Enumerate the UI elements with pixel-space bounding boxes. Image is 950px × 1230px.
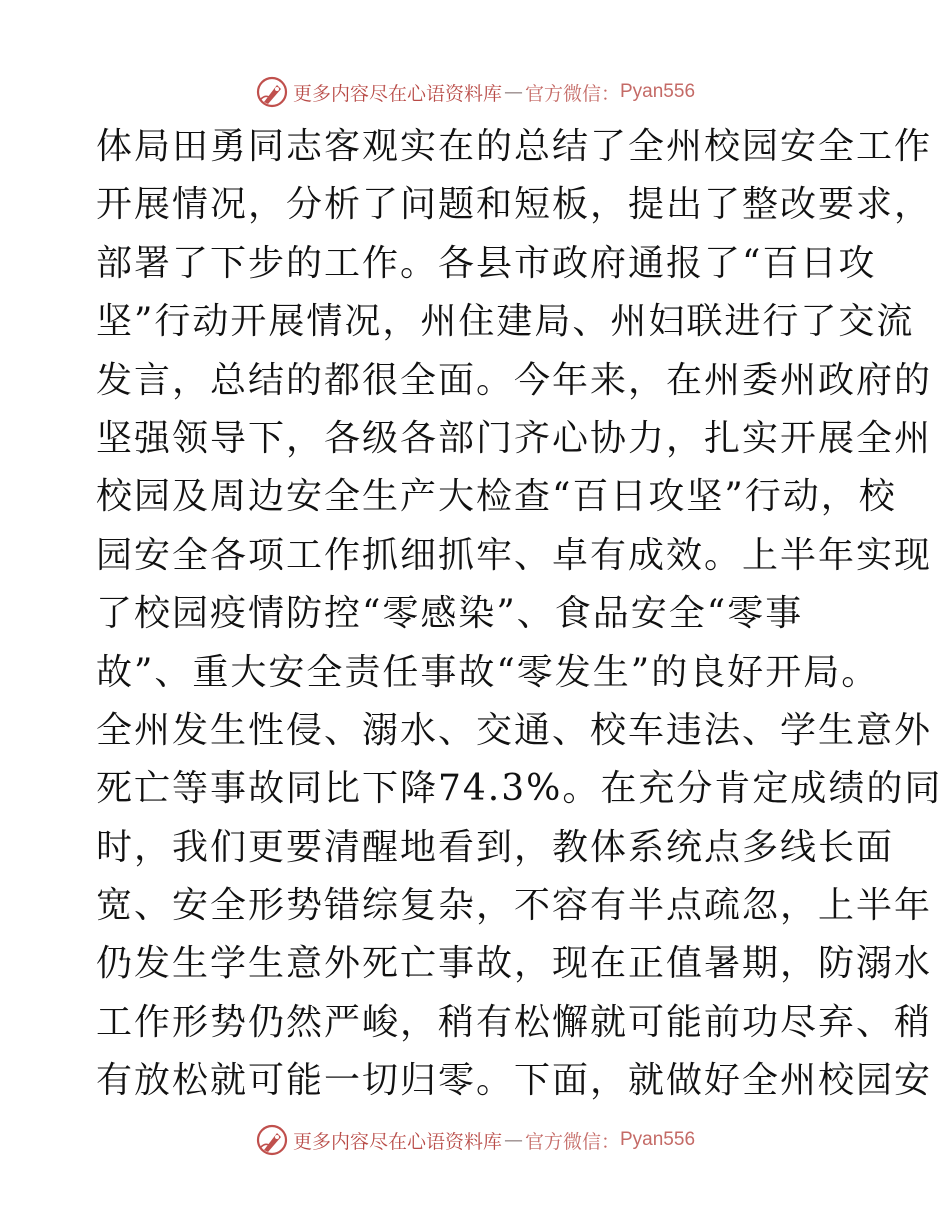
banner-text: 更多内容尽在心语资料库: [292, 82, 502, 105]
text-line: 坚强领导下，各级各部门齐心协力，扎实开展全州: [96, 417, 933, 459]
text-line: 有放松就可能一切归零。下面，就做好全州校园安: [96, 1060, 933, 1102]
pen-nib-logo-icon: [255, 75, 289, 109]
banner-separator: —: [503, 81, 523, 103]
document-body: [96, 118, 943, 1111]
banner-separator: —: [503, 1129, 523, 1151]
header-banner: [0, 72, 950, 112]
pen-nib-logo-icon: [255, 1123, 289, 1157]
banner-wechat-label: 官方微信：: [524, 82, 620, 105]
text-line: 园安全各项工作抓细抓牢、卓有成效。上半年实现: [96, 534, 933, 576]
text-line: 部署了下步的工作。各县市政府通报了“百日攻: [96, 242, 877, 284]
text-line: 宽、安全形势错综复杂，不容有半点疏忽，上半年: [96, 885, 933, 927]
banner-wechat-id: Pyan556: [620, 1129, 696, 1150]
text-line: 故”、重大安全责任事故“零发生”的良好开局。: [96, 651, 880, 693]
text-line: 开展情况，分析了问题和短板，提出了整改要求，: [96, 184, 933, 226]
text-line: 校园及周边安全生产大检查“百日攻坚”行动，校: [96, 476, 897, 518]
text-line: 全州发生性侵、溺水、交通、校车违法、学生意外: [96, 709, 933, 751]
text-line: 仍发生学生意外死亡事故，现在正值暑期，防溺水: [96, 943, 933, 985]
text-line: 工作形势仍然严峻，稍有松懈就可能前功尽弃、稍: [96, 1001, 933, 1043]
text-line: 体局田勇同志客观实在的总结了全州校园安全工作: [96, 126, 933, 167]
text-line: 时，我们更要清醒地看到，教体系统点多线长面: [96, 826, 895, 868]
banner-text: 更多内容尽在心语资料库: [292, 1130, 502, 1153]
text-line: 死亡等事故同比下降74.3%。在充分肯定成绩的同: [96, 768, 943, 810]
text-line: 坚”行动开展情况，州住建局、州妇联进行了交流: [96, 301, 915, 343]
banner-wechat-label: 官方微信：: [524, 1130, 620, 1153]
text-line: 发言，总结的都很全面。今年来，在州委州政府的: [96, 359, 933, 401]
text-line: 了校园疫情防控“零感染”、食品安全“零事: [96, 593, 804, 635]
banner-wechat-id: Pyan556: [620, 81, 696, 102]
footer-banner: [0, 1120, 950, 1160]
